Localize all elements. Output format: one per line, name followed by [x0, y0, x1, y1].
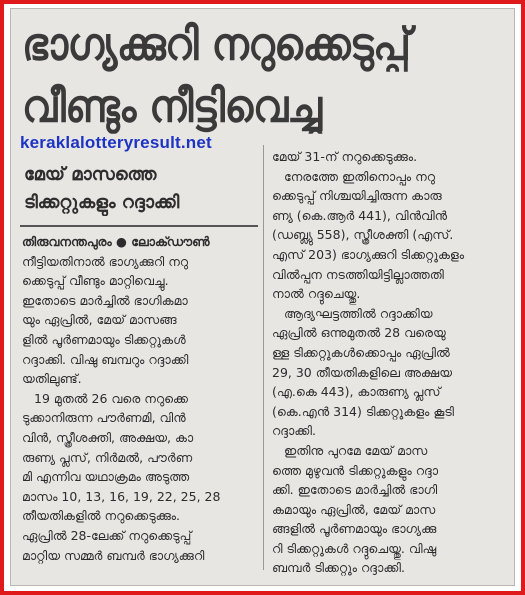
article-line: റദ്ദാക്കി. വിഷു ബമ്പറും റദ്ദാക്കി [22, 351, 189, 367]
article-line: (ഡബ്ല്യു 558), സ്ത്രീശക്തി (എസ്. [272, 227, 454, 243]
article-line: ബമ്പർ ടിക്കറ്റും റദ്ദാക്കി. [272, 560, 405, 576]
article-line: ത്തെ മുഴുവൻ ടിക്കറ്റുകളും റദ്ദാ [272, 462, 439, 478]
article-line: നേരത്തേ ഇതിനൊപ്പം നറു [284, 168, 435, 184]
article-line: ക്കെടുപ്പ് നിശ്ചയിച്ചിരുന്ന കാരു [272, 188, 442, 204]
article-line: വിൻ, സ്ത്രീശക്തി, അക്ഷയ, കാ [22, 429, 194, 445]
right-column [272, 147, 497, 578]
article-line: ഏപ്രിൽ 28-ലേക്ക് നറുക്കെടുപ്പ് [22, 527, 192, 543]
article-line: മാസം 10, 13, 16, 19, 22, 25, 28 [22, 488, 221, 504]
article-line: ളിൽ പൂർണമായും ടിക്കറ്റുകൾ [22, 331, 186, 347]
article-line: എസ് 203) ഭാഗ്യക്കുറി ടിക്കറ്റുകളം [272, 246, 465, 262]
article-line: ഇതോടെ മാർച്ചിൽ ഭാഗികമാ [22, 292, 188, 308]
article-line: ആദ്യഘട്ടത്തിൽ റദ്ദാക്കിയ [284, 305, 433, 321]
headline-line-1: ഭാഗ്യക്കുറി നറുക്കെടുപ്പ് [22, 19, 411, 71]
article-line: (എ.കെ 443), കാരുണ്യ പ്ലസ് [272, 384, 441, 400]
headline-line-2: വീണ്ടും നീട്ടിവെച്ചു [22, 81, 322, 133]
article-line: ക്കെടുപ്പ് വീണ്ടും മാറ്റിവെച്ചു. [22, 273, 169, 289]
subheadline-line-2: ടിക്കറ്റുകളും റദ്ദാക്കി [24, 192, 180, 213]
article-line: 19 മുതൽ 26 വരെ നറുക്കെ [34, 390, 188, 406]
article-line: റി ടിക്കറ്റുകൾ റദ്ദുചെയ്തു. വിഷു [272, 540, 437, 556]
article-line: നീട്ടിയതിനാൽ ഭാഗ്യക്കുറി നറു [22, 253, 189, 269]
article-line: മി എന്നിവ യഥാക്രമം അടുത്ത [22, 469, 190, 485]
article-line: തിരുവനന്തപുരം ● ലോക്ഡൗൺ [22, 234, 210, 249]
article-line: തീയതികളിൽ നറുക്കെടുക്കും. [22, 508, 181, 524]
article-line: ണ്യ (കെ.ആർ 441), വിൻവിൻ [272, 207, 448, 223]
article-line: യതിലുണ്ട്. [22, 371, 82, 387]
left-column [22, 232, 258, 565]
article-line: റദ്ദാക്കി. [272, 423, 316, 439]
column-divider [263, 145, 264, 570]
article-line: മാറ്റിയ സമ്മർ ബമ്പർ ഭാഗ്യക്കുറി [22, 547, 205, 563]
article-line: ള്ള ടിക്കറ്റുകൾക്കൊപ്പം ഏപ്രിൽ [272, 344, 450, 360]
article-line: (കെ.എൻ 314) ടിക്കറ്റുകളം കൂടി [272, 403, 455, 419]
watermark-url: keraklalotteryresult.net [20, 133, 212, 152]
article-line: രുണ്യ പ്ലസ്, നിർമൽ, പൗർണ [22, 449, 193, 465]
article-line: ഇതിനു പുറമേ മേയ് മാസ [284, 442, 428, 458]
article-line: ടുക്കാനിരുന്ന പൗർണമി, വിൻ [22, 410, 186, 426]
article-line: മേയ് 31-ന് നറുക്കെടുക്കും. [272, 149, 418, 164]
article-line: ങ്ങളിൽ പൂർണമായും ഭാഗ്യക്കു [272, 521, 437, 537]
subheadline-line-1: മേയ് മാസത്തെ [24, 164, 157, 185]
article-line: നാൽ റദ്ദുചെയ്തു. [272, 286, 361, 302]
article-line: യും ഏപ്രിൽ, മേയ് മാസങ്ങ [22, 312, 177, 328]
article-line: വിൽപ്പന നടത്തിയിട്ടില്ലാത്തതി [272, 266, 444, 282]
article-line: 29, 30 തീയതികളിലെ അക്ഷയ [272, 364, 452, 380]
article-line: ഏപ്രിൽ ഒന്നുമുതൽ 28 വരെയു [272, 325, 446, 341]
subheadline-divider [20, 225, 258, 227]
article-line: കമായും ഏപ്രിൽ, മേയ് മാസ [272, 501, 436, 517]
article-line: ക്കി. ഇതോടെ മാർച്ചിൽ ഭാഗി [272, 482, 438, 498]
